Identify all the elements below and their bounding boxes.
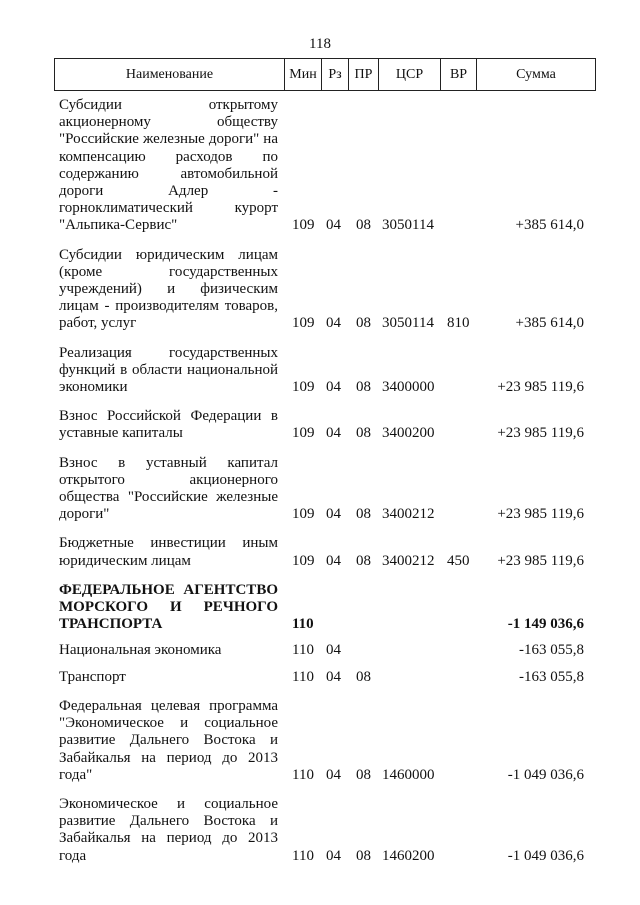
row-pr: 08 <box>356 766 371 783</box>
table-body <box>54 91 596 865</box>
row-sum: -163 055,8 <box>519 668 584 685</box>
row-name: Экономическое и социальное развитие Дальнего Востока и Забайкалья на период до 2013 года <box>59 795 278 864</box>
row-rz: 04 <box>326 506 341 523</box>
row-name: Субсидии юридическим лицам (кроме государственных учреждений) и физическим лицам - производителям товаров, работ, услуг <box>59 246 278 332</box>
table-row <box>54 449 596 530</box>
row-min: 109 <box>292 506 315 523</box>
row-min: 109 <box>292 315 315 332</box>
row-min: 110 <box>292 766 314 783</box>
row-name: Федеральная целевая программа "Экономическое и социальное развитие Дальнего Востока и Забайкалья на период до 2013 года" <box>59 697 278 783</box>
row-name: Взнос в уставный капитал открытого акционерного общества "Российские железные дороги" <box>59 454 278 523</box>
row-rz: 04 <box>326 379 341 396</box>
row-name: ФЕДЕРАЛЬНОЕ АГЕНТСТВО МОРСКОГО И РЕЧНОГО ТРАНСПОРТА <box>59 581 278 633</box>
row-min: 109 <box>292 379 315 396</box>
row-pr: 08 <box>356 425 371 442</box>
row-sum: +23 985 119,6 <box>497 379 584 396</box>
row-min: 110 <box>292 616 314 633</box>
row-pr: 08 <box>356 379 371 396</box>
row-csr: 3400212 <box>382 552 435 569</box>
row-csr: 1460200 <box>382 847 435 864</box>
row-rz: 04 <box>326 425 341 442</box>
table-row <box>54 692 596 790</box>
row-sum: +23 985 119,6 <box>497 552 584 569</box>
row-min: 110 <box>292 668 314 685</box>
row-name: Реализация государственных функций в области национальной экономики <box>59 344 278 396</box>
row-name: Взнос Российской Федерации в уставные капиталы <box>59 408 278 442</box>
row-csr: 3400200 <box>382 425 435 442</box>
row-pr: 08 <box>356 668 371 685</box>
row-csr: 3400000 <box>382 379 435 396</box>
row-sum: -1 149 036,6 <box>507 616 584 633</box>
row-pr: 08 <box>356 552 371 569</box>
row-min: 110 <box>292 642 314 659</box>
row-csr: 3050114 <box>382 217 434 234</box>
row-csr: 3400212 <box>382 506 435 523</box>
row-name: Бюджетные инвестиции иным юридическим лицам <box>59 535 278 569</box>
row-sum: -1 049 036,6 <box>507 766 584 783</box>
row-vr: 450 <box>447 552 470 569</box>
row-sum: +385 614,0 <box>515 315 584 332</box>
page-number: 118 <box>309 36 331 52</box>
table-row <box>54 663 596 692</box>
row-pr: 08 <box>356 217 371 234</box>
row-rz: 04 <box>326 668 341 685</box>
table-row <box>54 339 596 403</box>
table-row <box>54 241 596 339</box>
row-name: Субсидии открытому акционерному обществу "Российские железные дороги" на компенсацию расходов по содержанию автомобильной дороги Адлер - горноклиматический курорт "Альпика-Сервис" <box>59 97 278 234</box>
row-min: 109 <box>292 552 315 569</box>
row-vr: 810 <box>447 315 470 332</box>
table-row <box>54 529 596 575</box>
column-header-rz: Рз <box>322 59 349 90</box>
row-rz: 04 <box>326 217 341 234</box>
table-row <box>54 402 596 448</box>
column-header-csr: ЦСР <box>379 59 441 90</box>
row-sum: -163 055,8 <box>519 642 584 659</box>
table-row <box>54 790 596 865</box>
row-csr: 1460000 <box>382 766 435 783</box>
row-csr: 3050114 <box>382 315 434 332</box>
row-rz: 04 <box>326 552 341 569</box>
row-min: 110 <box>292 847 314 864</box>
row-name: Национальная экономика <box>59 642 222 659</box>
row-rz: 04 <box>326 766 341 783</box>
row-sum: +385 614,0 <box>515 217 584 234</box>
table-row <box>54 91 596 241</box>
table-row <box>54 639 596 662</box>
row-pr: 08 <box>356 315 371 332</box>
column-header-name: Наименование <box>55 59 285 90</box>
row-min: 109 <box>292 217 315 234</box>
column-header-min: Мин <box>285 59 322 90</box>
row-pr: 08 <box>356 847 371 864</box>
column-header-pr: ПР <box>349 59 379 90</box>
row-min: 109 <box>292 425 315 442</box>
column-header-vr: ВР <box>441 59 477 90</box>
row-name: Транспорт <box>59 668 126 685</box>
row-sum: +23 985 119,6 <box>497 506 584 523</box>
row-rz: 04 <box>326 847 341 864</box>
table-row <box>54 576 596 640</box>
row-rz: 04 <box>326 642 341 659</box>
column-header-sum: Сумма <box>516 67 556 82</box>
row-rz: 04 <box>326 315 341 332</box>
row-pr: 08 <box>356 506 371 523</box>
table-header <box>54 58 596 91</box>
row-sum: +23 985 119,6 <box>497 425 584 442</box>
row-sum: -1 049 036,6 <box>507 847 584 864</box>
